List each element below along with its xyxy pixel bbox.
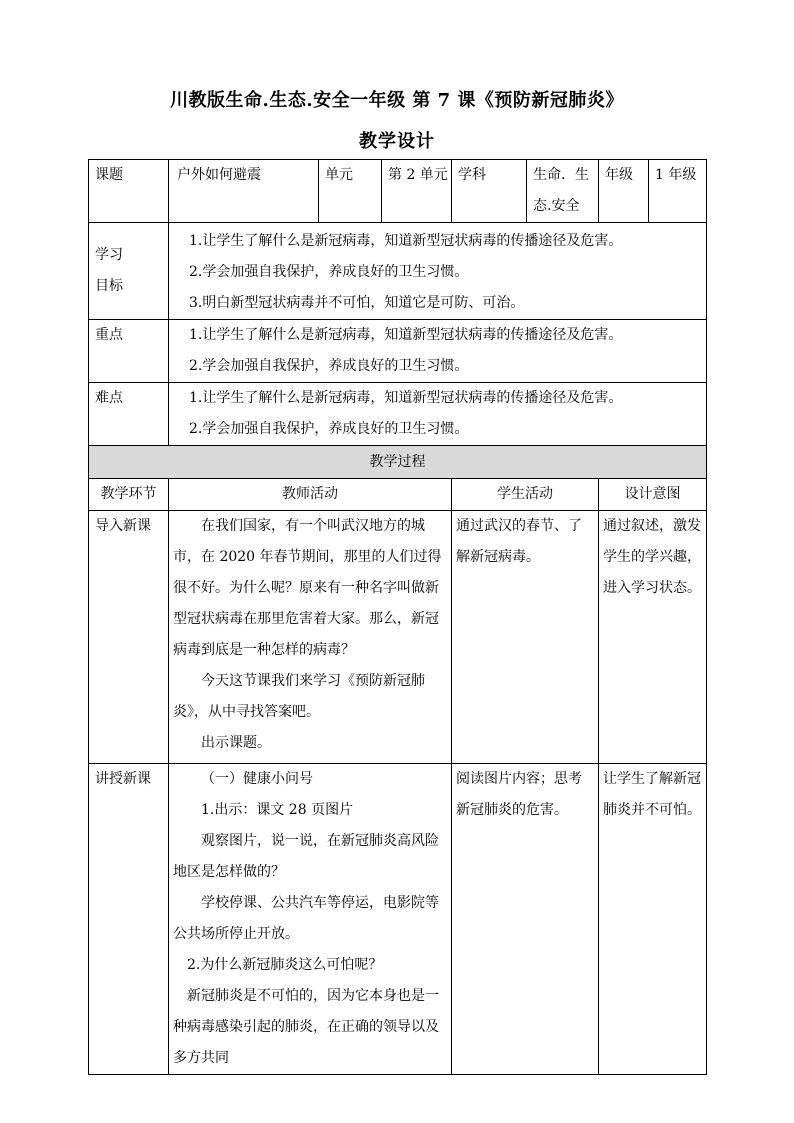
lesson-plan-table [88,159,707,1075]
objective-item: 1.让学生了解什么是新冠病毒，知道新型冠状病毒的传播途径及危害。 [189,233,623,249]
info-row [89,160,707,223]
subject-label: 学科 [452,160,527,223]
topic-value: 户外如何避震 [169,160,319,223]
teacher-paragraph: 在我们国家，有一个叫武汉地方的城市，在 2020 年春节期间，那里的人们过得很不好。为什么呢？原来有一种名字叫做新型冠状病毒在那里危害着大家。那么，新冠病毒到底是一种怎样的病毒？ [173,518,442,658]
column-header-stage: 教学环节 [89,479,169,511]
teacher-activity-cell [169,764,452,1075]
teacher-paragraph: 今天这节课我们来学习《预防新冠肺炎》，从中寻找答案吧。 [173,673,425,720]
difficulties-label: 难点 [89,383,169,446]
table-row [89,511,707,764]
column-header-intent: 设计意图 [599,479,707,511]
key-point-item: 1.让学生了解什么是新冠病毒，知道新型冠状病毒的传播途径及危害。 [189,327,623,343]
key-points-list [169,320,707,383]
teacher-paragraph: 2.为什么新冠肺炎这么可怕呢？ [187,957,383,973]
key-points-label: 重点 [89,320,169,383]
stage-cell: 讲授新课 [89,764,169,1075]
subject-value: 生命．生态.安全 [527,160,599,223]
difficulty-item: 1.让学生了解什么是新冠病毒，知道新型冠状病毒的传播途径及危害。 [189,390,623,406]
column-header-row [89,479,707,511]
key-points-row [89,320,707,383]
grade-label: 年级 [599,160,649,223]
objectives-list [169,223,707,320]
objectives-row [89,223,707,320]
topic-label: 课题 [89,160,169,223]
document-title: 川教版生命.生态.安全一年级 第 7 课《预防新冠肺炎》 [170,90,624,111]
grade-value: 1 年级 [649,160,707,223]
process-title: 教学过程 [89,446,707,479]
unit-value: 第 2 单元 [382,160,452,223]
unit-label: 单元 [319,160,382,223]
objectives-label: 学习目标 [89,223,169,320]
student-activity-cell: 通过武汉的春节、了解新冠病毒。 [452,511,599,764]
student-activity-cell: 阅读图片内容；思考新冠肺炎的危害。 [452,764,599,1075]
teacher-paragraph: 学校停课、公共汽车等停运，电影院等公共场所停止开放。 [173,895,439,942]
design-intent-cell: 让学生了解新冠肺炎并不可怕。 [599,764,707,1075]
stage-cell: 导入新课 [89,511,169,764]
teacher-paragraph: 1.出示：课文 28 页图片 [201,802,354,818]
teacher-paragraph: 出示课题。 [201,735,271,751]
process-header-row [89,446,707,479]
difficulties-list [169,383,707,446]
design-intent-cell: 通过叙述，激发学生的学兴趣，进入学习状态。 [599,511,707,764]
difficulty-item: 2.学会加强自我保护，养成良好的卫生习惯。 [189,421,469,437]
document-subtitle: 教学设计 [359,131,435,152]
objective-item: 2.学会加强自我保护，养成良好的卫生习惯。 [189,264,469,280]
objective-item: 3.明白新型冠状病毒并不可怕，知道它是可防、可治。 [189,295,525,311]
key-point-item: 2.学会加强自我保护，养成良好的卫生习惯。 [189,358,469,374]
teacher-paragraph: （一）健康小问号 [201,771,313,787]
column-header-student: 学生活动 [452,479,599,511]
table-row [89,764,707,1075]
difficulties-row [89,383,707,446]
teacher-paragraph: 观察图片，说一说，在新冠肺炎高风险地区是怎样做的？ [173,833,439,880]
teacher-paragraph: 新冠肺炎是不可怕的，因为它本身也是一种病毒感染引起的肺炎，在正确的领导以及多方共同 [173,988,439,1066]
column-header-teacher: 教师活动 [169,479,452,511]
teacher-activity-cell [169,511,452,764]
